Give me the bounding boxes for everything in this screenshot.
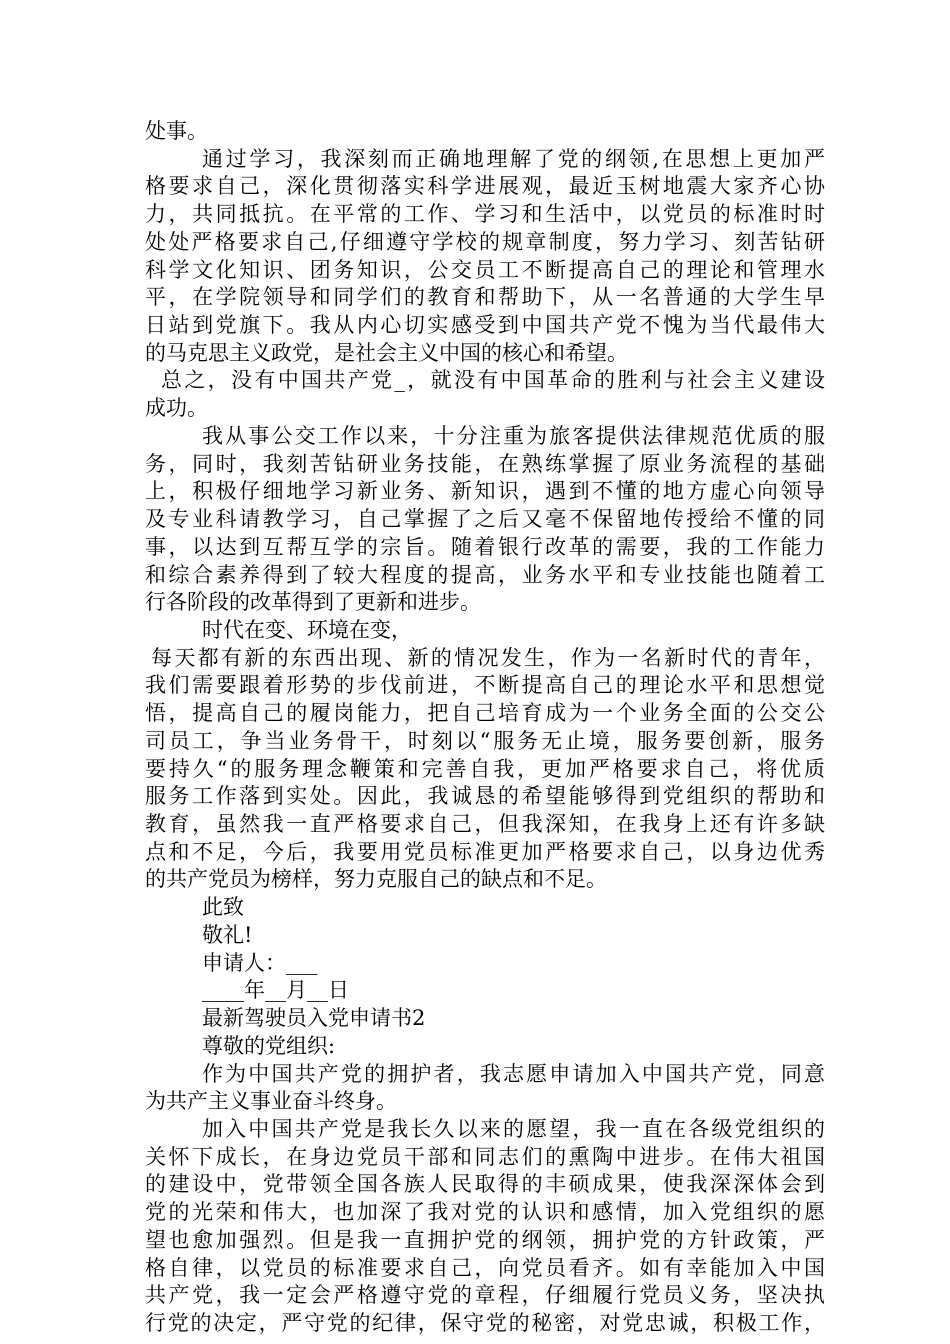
text-line: 平，在学院领导和同学们的教育和帮助下，从一名普通的大学生早: [145, 285, 825, 309]
text-line: 的共产党员为榜样，努力克服自己的缺点和不足。: [145, 867, 607, 891]
text-line: 时代在变、环境在变，: [202, 618, 412, 642]
text-line: 事，以达到互帮互学的宗旨。随着银行改革的需要，我的工作能力: [145, 535, 825, 559]
text-line: 力，共同抵抗。在平常的工作、学习和生活中，以党员的标准时时: [145, 202, 825, 226]
text-line: 为共产主义事业奋斗终身。: [145, 1089, 397, 1113]
applicant-line: 申请人：___: [202, 951, 318, 975]
text-line: 成功。: [145, 396, 208, 420]
closing-line: 此致: [202, 895, 244, 919]
greeting-line: 尊敬的党组织:: [202, 1034, 336, 1058]
section-title: 最新驾驶员入党申请书2: [202, 1006, 426, 1030]
text-line: 总之，没有中国共产党_，就没有中国革命的胜利与社会主义建设: [161, 368, 825, 392]
text-line: 处处严格要求自己,仔细遵守学校的规章制度，努力学习、刻苦钻研: [145, 230, 825, 254]
text-line: 作为中国共产党的拥护者，我志愿申请加入中国共产党，同意: [202, 1062, 825, 1086]
text-line: 司员工，争当业务骨干，时刻以“服务无止境，服务要创新，服务: [145, 729, 825, 753]
text-line: 党的光荣和伟大，也加深了我对党的认识和感情，加入党组织的愿: [145, 1200, 825, 1224]
text-line: 关怀下成长，在身边党员干部和同志们的熏陶中进步。在伟大祖国: [145, 1145, 825, 1169]
text-line: 望也愈加强烈。但是我一直拥护党的纲领，拥护党的方针政策，严: [145, 1228, 825, 1252]
text-line: 我们需要跟着形势的步伐前进，不断提高自己的理论水平和思想觉: [145, 673, 825, 697]
text-line: 日站到党旗下。我从内心切实感受到中国共产党不愧为当代最伟大: [145, 313, 825, 337]
text-line: 行各阶段的改革得到了更新和进步。: [145, 590, 481, 614]
text-line: 行党的决定，严守党的纪律，保守党的秘密，对党忠诚，积极工作，: [145, 1311, 825, 1335]
text-line: 上，积极仔细地学习新业务、新知识，遇到不懂的地方虚心向领导: [145, 479, 825, 503]
text-line: 和综合素养得到了较大程度的提高，业务水平和专业技能也随着工: [145, 563, 825, 587]
text-line: 悟，提高自己的履岗能力，把自己培育成为一个业务全面的公交公: [145, 701, 825, 725]
text-line: 处事。: [145, 119, 208, 143]
text-line: 我从事公交工作以来，十分注重为旅客提供法律规范优质的服: [202, 424, 825, 448]
text-line: 科学文化知识、团务知识，公交员工不断提高自己的理论和管理水: [145, 258, 825, 282]
text-line: 点和不足，今后，我要用党员标准更加严格要求自己，以身边优秀: [145, 840, 825, 864]
text-line: 教育，虽然我一直严格要求自己，但我深知，在我身上还有许多缺: [145, 812, 825, 836]
text-line: 的建设中，党带领全国各族人民取得的丰硕成果，使我深深体会到: [145, 1172, 825, 1196]
text-line: 格要求自己，深化贯彻落实科学进展观，最近玉树地震大家齐心协: [145, 174, 825, 198]
text-line: 及专业科请教学习，自己掌握了之后又毫不保留地传授给不懂的同: [145, 507, 825, 531]
text-line: 加入中国共产党是我长久以来的愿望，我一直在各级党组织的: [202, 1117, 825, 1141]
text-line: 通过学习，我深刻而正确地理解了党的纲领,在思想上更加严: [202, 147, 825, 171]
text-line: 服务工作落到实处。因此，我诚恳的希望能够得到党组织的帮助和: [145, 784, 825, 808]
text-line: 的马克思主义政党，是社会主义中国的核心和希望。: [145, 341, 628, 365]
text-line: 要持久“的服务理念鞭策和完善自我，更加严格要求自己，将优质: [145, 757, 825, 781]
text-line: 务，同时，我刻苦钻研业务技能，在熟练掌握了原业务流程的基础: [145, 452, 825, 476]
date-line: ____年__月__日: [202, 978, 349, 1002]
text-line: 每天都有新的东西出现、新的情况发生，作为一名新时代的青年，: [151, 646, 825, 670]
text-line: 共产党，我一定会严格遵守党的章程，仔细履行党员义务，坚决执: [145, 1283, 825, 1307]
text-line: 格自律，以党员的标准要求自己，向党员看齐。如有幸能加入中国: [145, 1256, 825, 1280]
salutation-line: 敬礼!: [202, 923, 253, 947]
